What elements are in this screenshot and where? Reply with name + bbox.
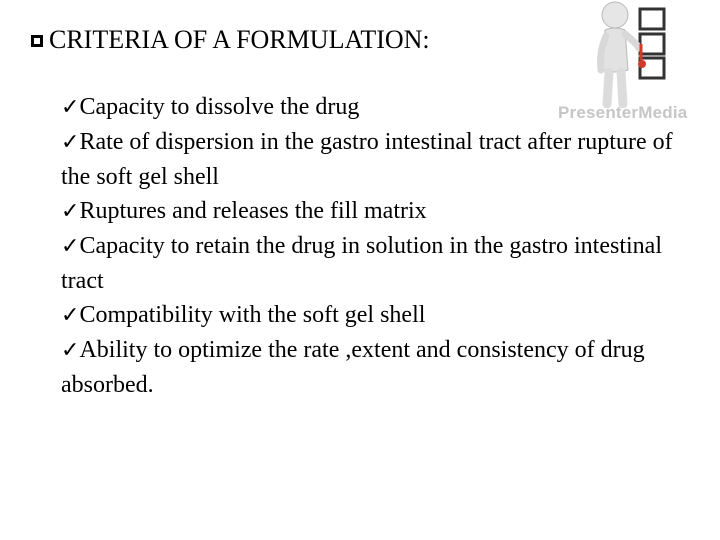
list-item: ✓Capacity to dissolve the drug [61, 94, 360, 120]
criteria-list [61, 90, 701, 402]
list-item: ✓Ability to optimize the rate ,extent and consistency of drug absorbed. [61, 337, 645, 398]
checkmark-icon: ✓ [61, 95, 80, 120]
checkmark-icon: ✓ [61, 234, 80, 259]
list-item: ✓Compatibility with the soft gel shell [61, 302, 426, 328]
watermark: PresenterMedia [558, 103, 688, 122]
slide-title-text: CRITERIA OF A FORMULATION: [49, 25, 430, 54]
checkmark-icon: ✓ [61, 338, 80, 363]
slide-title [31, 24, 430, 56]
list-item: ✓Rate of dispersion in the gastro intestinal tract after rupture of the soft gel shell [61, 129, 673, 190]
checkmark-icon: ✓ [61, 303, 80, 328]
list-item: ✓Capacity to retain the drug in solution in the gastro intestinal tract [61, 233, 662, 294]
list-item: ✓Ruptures and releases the fill matrix [61, 198, 427, 224]
checkmark-icon: ✓ [61, 130, 80, 155]
square-bullet-icon [31, 35, 43, 47]
checkmark-icon: ✓ [61, 199, 80, 224]
